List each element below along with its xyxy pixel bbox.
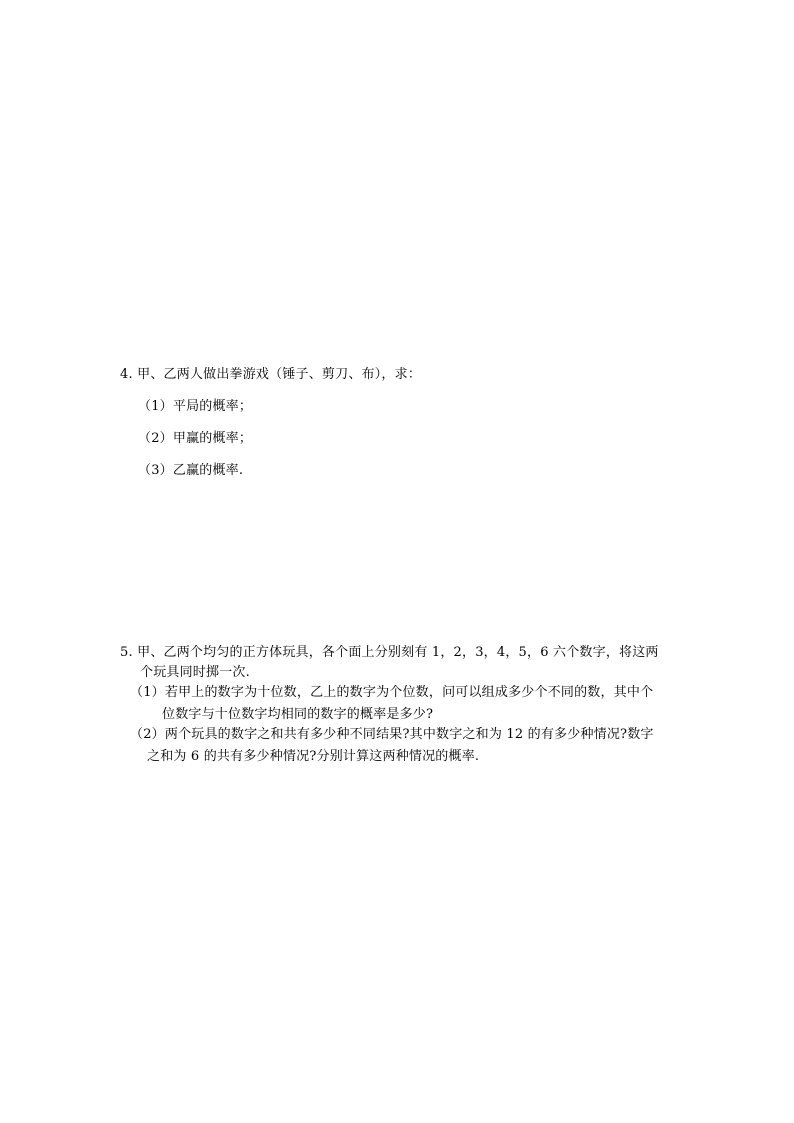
question-4-part-2: （2）甲赢的概率； xyxy=(138,431,253,446)
question-5-part-1-line-2: 位数字与十位数字均相同的数字的概率是多少? xyxy=(162,707,434,722)
question-5-stem-line-1: 5. 甲、乙两个均匀的正方体玩具，各个面上分别刻有 1，2，3，4，5，6 六个数字，将这两 xyxy=(120,645,659,660)
question-4-stem: 4. 甲、乙两人做出拳游戏（锤子、剪刀、布），求： xyxy=(120,367,422,382)
question-5-stem-line-2: 个玩具同时掷一次. xyxy=(140,665,250,680)
question-5-part-1-line-1: （1）若甲上的数字为十位数，乙上的数字为个位数，问可以组成多少个不同的数，其中个 xyxy=(130,685,654,700)
question-5-part-2-line-2: 之和为 6 的共有多少种情况?分别计算这两种情况的概率. xyxy=(147,749,480,764)
question-4-part-1: （1）平局的概率； xyxy=(138,399,253,414)
question-4-part-3: （3）乙赢的概率. xyxy=(138,463,244,478)
question-5-part-2-line-1: （2）两个玩具的数字之和共有多少种不同结果?其中数字之和为 12 的有多少种情况?数字 xyxy=(130,727,654,742)
